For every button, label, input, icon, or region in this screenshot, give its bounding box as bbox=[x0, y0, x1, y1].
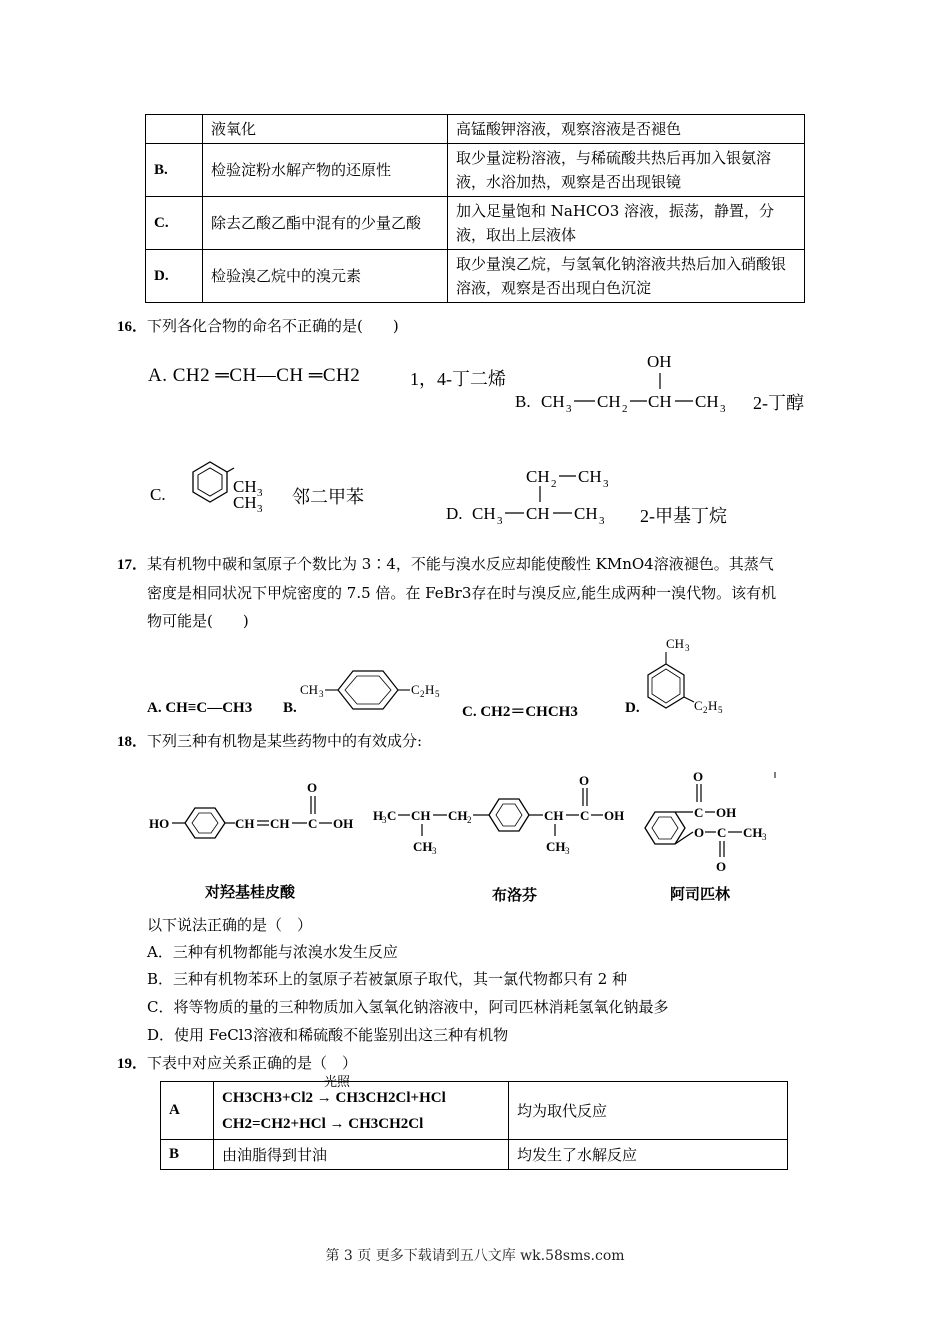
q16-option-c-structure bbox=[148, 458, 278, 528]
q18-option-d: D．使用 FeCl3溶液和稀硫酸不能鉴别出这三种有机物 bbox=[147, 1026, 509, 1044]
svg-text:2: 2 bbox=[467, 815, 472, 825]
svg-text:3: 3 bbox=[382, 815, 387, 825]
svg-text:OH: OH bbox=[647, 352, 672, 371]
svg-text:CH: CH bbox=[411, 808, 431, 823]
row-label: D. bbox=[146, 250, 203, 303]
svg-text:H: H bbox=[373, 808, 384, 823]
question-19 bbox=[117, 1049, 357, 1078]
q17-option-d-label: D. bbox=[625, 700, 640, 716]
reaction-equation-1: CH3CH3+Cl2 → CH3CH2Cl+HCl bbox=[222, 1089, 446, 1106]
row-label: A bbox=[161, 1082, 214, 1140]
question-number: 18． bbox=[117, 734, 148, 750]
row-label: C. bbox=[146, 197, 203, 250]
svg-text:CH: CH bbox=[526, 467, 550, 486]
table-row bbox=[146, 115, 805, 144]
svg-text:CH: CH bbox=[413, 839, 433, 854]
question-number: 16． bbox=[117, 319, 148, 335]
compound-name-2: 布洛芬 bbox=[492, 886, 538, 904]
svg-text:CH: CH bbox=[233, 493, 257, 512]
svg-text:C: C bbox=[694, 805, 704, 820]
question-number: 19． bbox=[117, 1056, 148, 1072]
svg-text:CH: CH bbox=[544, 808, 564, 823]
reaction-table bbox=[160, 1073, 788, 1170]
svg-text:O: O bbox=[579, 773, 590, 788]
svg-text:CH: CH bbox=[578, 467, 602, 486]
row-purpose: 液氧化 bbox=[203, 115, 448, 144]
svg-text:C: C bbox=[411, 682, 420, 697]
q16-option-d-structure bbox=[442, 460, 622, 530]
row-label: B. bbox=[146, 144, 203, 197]
svg-text:2: 2 bbox=[703, 705, 708, 715]
svg-text:CH: CH bbox=[235, 816, 255, 831]
svg-text:3: 3 bbox=[599, 515, 605, 527]
svg-text:3: 3 bbox=[319, 689, 324, 699]
svg-text:CH: CH bbox=[597, 392, 621, 411]
svg-text:3: 3 bbox=[257, 487, 263, 499]
svg-text:OH: OH bbox=[716, 805, 737, 820]
svg-text:OH: OH bbox=[333, 816, 354, 831]
svg-text:3: 3 bbox=[566, 403, 572, 415]
q17-option-b-structure bbox=[298, 662, 458, 718]
question-stem: 下列三种有机物是某些药物中的有效成分: bbox=[147, 732, 423, 750]
table-row bbox=[161, 1140, 788, 1170]
svg-text:CH: CH bbox=[743, 825, 763, 840]
row-purpose: 除去乙酸乙酯中混有的少量乙酸 bbox=[203, 197, 448, 250]
svg-text:CH: CH bbox=[648, 392, 672, 411]
q16-option-b-name: 2-丁醇 bbox=[753, 393, 804, 413]
svg-text:B.: B. bbox=[515, 392, 531, 411]
row-purpose: 检验溴乙烷中的溴元素 bbox=[203, 250, 448, 303]
row-method: 加入足量饱和 NaHCO3 溶液，振荡，静置，分液，取出上层液体 bbox=[448, 197, 805, 250]
p-hydroxycinnamic-acid-structure bbox=[149, 780, 353, 838]
table-row bbox=[146, 144, 805, 197]
question-number: 17． bbox=[117, 557, 148, 573]
svg-text:CH: CH bbox=[270, 816, 290, 831]
q16-option-c-name: 邻二甲苯 bbox=[292, 487, 364, 507]
svg-text:CH: CH bbox=[472, 504, 496, 523]
svg-text:3: 3 bbox=[603, 478, 609, 490]
page-footer: 第 3 页 更多下载请到五八文库 wk.58sms.com bbox=[325, 1248, 625, 1264]
svg-text:OH: OH bbox=[604, 808, 625, 823]
table-row bbox=[146, 197, 805, 250]
ibuprofen-structure bbox=[373, 773, 624, 856]
reaction-equation-2: CH2=CH2+HCl → CH3CH2Cl bbox=[222, 1115, 424, 1132]
svg-text:CH: CH bbox=[300, 682, 319, 697]
row-label bbox=[146, 115, 203, 144]
question-16 bbox=[117, 312, 399, 341]
q18-option-b: B．三种有机物苯环上的氢原子若被氯原子取代，其一氯代物都只有 2 种 bbox=[147, 970, 628, 988]
svg-text:C: C bbox=[694, 698, 703, 713]
svg-text:2: 2 bbox=[622, 403, 628, 415]
q18-option-a: A．三种有机物都能与浓溴水发生反应 bbox=[147, 943, 398, 961]
q18-option-c: C．将等物质的量的三种物质加入氢氧化钠溶液中，阿司匹林消耗氢氧化钠最多 bbox=[147, 998, 669, 1016]
q17-option-a: A. CH≡C—CH3 bbox=[147, 700, 253, 716]
svg-text:C: C bbox=[387, 808, 397, 823]
svg-text:2: 2 bbox=[551, 478, 557, 490]
question-stem: 下表中对应关系正确的是（ ） bbox=[147, 1054, 358, 1072]
svg-text:O: O bbox=[716, 859, 727, 874]
svg-text:CH: CH bbox=[666, 636, 685, 651]
svg-text:C.: C. bbox=[150, 485, 166, 504]
svg-text:CH: CH bbox=[448, 808, 468, 823]
question-17 bbox=[117, 550, 837, 635]
q17-option-d-structure bbox=[636, 630, 746, 720]
q16-option-a-formula: A. CH2 ═CH—CH ═CH2 bbox=[148, 365, 361, 386]
svg-text:H: H bbox=[425, 682, 435, 697]
svg-text:3: 3 bbox=[720, 403, 726, 415]
row-method: 高锰酸钾溶液，观察溶液是否褪色 bbox=[448, 115, 805, 144]
svg-text:CH: CH bbox=[526, 504, 550, 523]
row-content: 由油脂得到甘油 bbox=[214, 1140, 509, 1170]
svg-text:C: C bbox=[580, 808, 590, 823]
svg-text:C: C bbox=[308, 816, 318, 831]
question-stem: 下列各化合物的命名不正确的是( ) bbox=[147, 317, 399, 335]
svg-text:2: 2 bbox=[420, 689, 425, 699]
svg-text:H: H bbox=[708, 698, 718, 713]
svg-text:3: 3 bbox=[762, 832, 767, 842]
compound-name-1: 对羟基桂皮酸 bbox=[205, 883, 296, 901]
q16-option-a-name: 1，4-丁二烯 bbox=[410, 369, 506, 389]
svg-text:5: 5 bbox=[718, 705, 723, 715]
svg-text:3: 3 bbox=[497, 515, 503, 527]
row-result: 均发生了水解反应 bbox=[509, 1140, 788, 1170]
q17-option-c: C. CH2＝CHCH3 bbox=[462, 704, 578, 720]
svg-text:CH: CH bbox=[695, 392, 719, 411]
question-line: 物可能是( ) bbox=[147, 612, 249, 630]
compound-name-3: 阿司匹林 bbox=[670, 885, 731, 903]
table-row bbox=[161, 1082, 788, 1140]
q16-option-b-structure bbox=[505, 345, 750, 420]
svg-text:O: O bbox=[694, 825, 705, 840]
svg-text:5: 5 bbox=[435, 689, 440, 699]
svg-text:3: 3 bbox=[257, 503, 263, 515]
svg-text:3: 3 bbox=[432, 846, 437, 856]
row-content bbox=[214, 1073, 509, 1140]
row-label: B bbox=[161, 1140, 214, 1170]
question-line: 密度是相同状况下甲烷密度的 7.5 倍。在 FeBr3存在时与溴反应,能生成两种一溴代物。该有机 bbox=[147, 584, 777, 602]
svg-text:O: O bbox=[307, 780, 318, 795]
row-method: 取少量淀粉溶液，与稀硫酸共热后再加入银氨溶液，水浴加热，观察是否出现银镜 bbox=[448, 144, 805, 197]
q18-question: 以下说法正确的是（ ） bbox=[147, 916, 313, 934]
question-18 bbox=[117, 727, 422, 756]
table-row bbox=[146, 250, 805, 303]
aspirin-structure bbox=[645, 770, 775, 874]
reaction-condition: 光照 bbox=[324, 1073, 351, 1089]
svg-text:CH: CH bbox=[546, 839, 566, 854]
svg-text:CH: CH bbox=[541, 392, 565, 411]
svg-text:HO: HO bbox=[149, 816, 170, 831]
question-line: 某有机物中碳和氢原子个数比为 3∶4，不能与溴水反应却能使酸性 KMnO4溶液褪色。其蒸气 bbox=[147, 555, 774, 573]
experiment-table bbox=[145, 114, 805, 303]
svg-text:O: O bbox=[693, 770, 704, 784]
svg-text:3: 3 bbox=[565, 846, 570, 856]
svg-text:D.: D. bbox=[446, 504, 463, 523]
q16-option-d-name: 2-甲基丁烷 bbox=[640, 506, 727, 526]
row-result: 均为取代反应 bbox=[509, 1082, 788, 1140]
svg-text:CH: CH bbox=[233, 477, 257, 496]
row-purpose: 检验淀粉水解产物的还原性 bbox=[203, 144, 448, 197]
svg-text:3: 3 bbox=[685, 643, 690, 653]
row-method: 取少量溴乙烷，与氢氧化钠溶液共热后加入硝酸银溶液，观察是否出现白色沉淀 bbox=[448, 250, 805, 303]
svg-text:C: C bbox=[717, 825, 727, 840]
svg-text:CH: CH bbox=[574, 504, 598, 523]
q17-option-b-label: B. bbox=[283, 700, 297, 716]
